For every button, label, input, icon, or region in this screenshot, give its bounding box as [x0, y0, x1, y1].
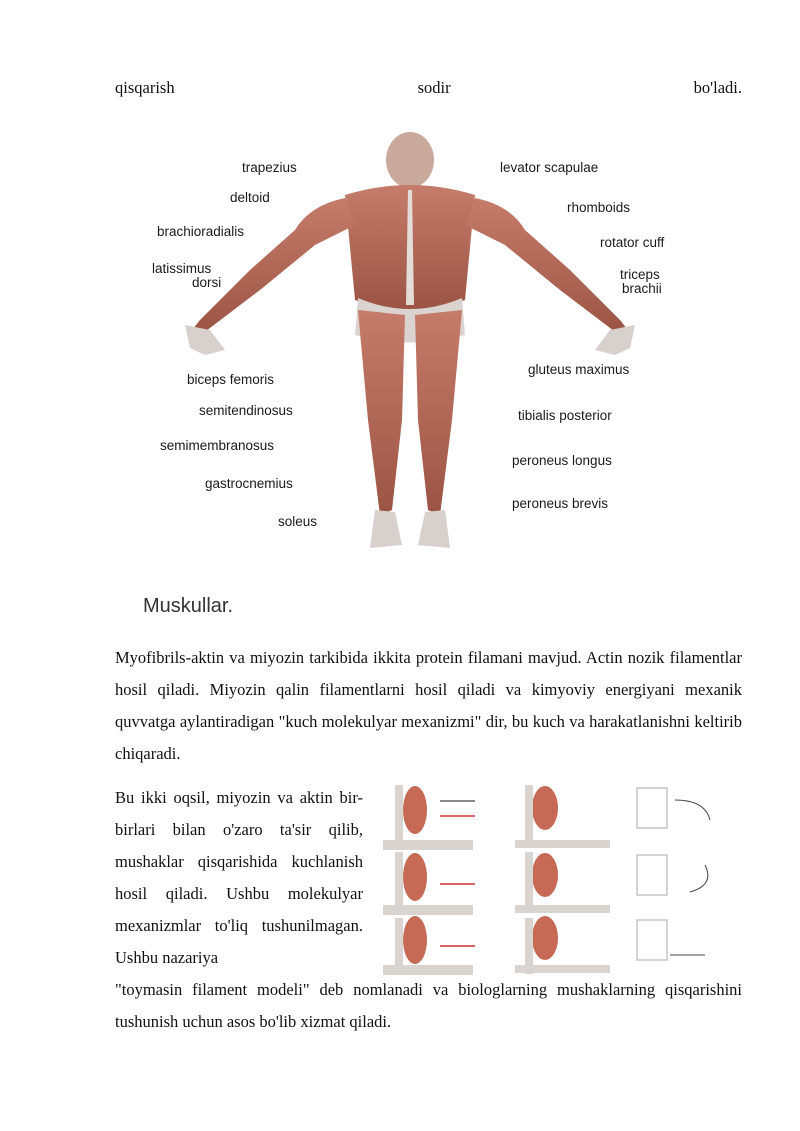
- right-hand-shape: [595, 325, 635, 355]
- label-dorsi: dorsi: [192, 275, 222, 290]
- word: sodir: [417, 78, 451, 97]
- label-brachii: brachii: [622, 281, 662, 296]
- paragraph-myofibrils: Myofibrils-aktin va miyozin tarkibida ikkita protein filamani mavjud. Actin nozik filamentlar hosil qiladi. Miyozin qalin filamentlarni hosil qiladi va kimyoviy energiyani mexanik quvvatga aylantiradigan "kuch molekulyar mexanizmi" dir, bu kuch va harakatlanishni keltirib chiqaradi.: [115, 648, 742, 763]
- label-biceps-femoris: biceps femoris: [187, 372, 275, 387]
- label-semimembranosus: semimembranosus: [160, 438, 275, 453]
- arm-row-2: [383, 852, 708, 915]
- left-leg-shape: [358, 310, 405, 515]
- arm-row-3: [383, 916, 705, 975]
- label-rhomboids: rhomboids: [567, 200, 631, 215]
- label-gluteus-maximus: gluteus maximus: [528, 362, 630, 377]
- right-leg-shape: [415, 310, 462, 515]
- label-peroneus-longus: peroneus longus: [512, 453, 612, 468]
- label-latissimus: latissimus: [152, 261, 212, 276]
- muscle-contraction-figure: [375, 780, 745, 980]
- label-tibialis-posterior: tibialis posterior: [518, 408, 612, 423]
- top-text-line: [115, 72, 742, 104]
- anatomy-illustration: [130, 120, 690, 620]
- label-soleus: soleus: [278, 514, 318, 529]
- right-arm-shape: [465, 198, 631, 334]
- arm-row-1: [383, 785, 710, 850]
- label-triceps: triceps: [620, 267, 660, 282]
- paragraph-actin-myosin: Bu ikki oqsil, miyozin va aktin bir-birlari bilan o'zaro ta'sir qilib, mushaklar qisqarishida kuchlanish hosil qiladi. Ushbu molekulyar mexanizmlar to'liq tushunilmagan. Ushbu nazariya: [115, 788, 363, 967]
- label-deltoid: deltoid: [230, 190, 270, 205]
- figure-caption: Muskullar.: [143, 595, 234, 617]
- arm-contraction-illustration: [375, 780, 745, 980]
- left-arm-shape: [192, 198, 355, 334]
- label-brachioradialis: brachioradialis: [157, 224, 245, 239]
- label-gastrocnemius: gastrocnemius: [205, 476, 293, 491]
- left-hand-shape: [185, 325, 225, 355]
- word: qisqarish: [115, 78, 175, 97]
- label-trapezius: trapezius: [242, 160, 297, 175]
- label-peroneus-brevis: peroneus brevis: [512, 496, 609, 511]
- paragraph-sliding-filament: "toymasin filament modeli" deb nomlanadi va biologlarning mushaklarning qisqarishini tushunish uchun asos bo'lib xizmat qiladi.: [115, 980, 742, 1031]
- label-rotator-cuff: rotator cuff: [600, 235, 665, 250]
- label-levator-scapulae: levator scapulae: [500, 160, 599, 175]
- label-semitendinosus: semitendinosus: [199, 403, 293, 418]
- head-shape: [386, 132, 434, 188]
- muscle-anatomy-figure: [130, 120, 690, 620]
- word: bo'ladi.: [693, 78, 742, 97]
